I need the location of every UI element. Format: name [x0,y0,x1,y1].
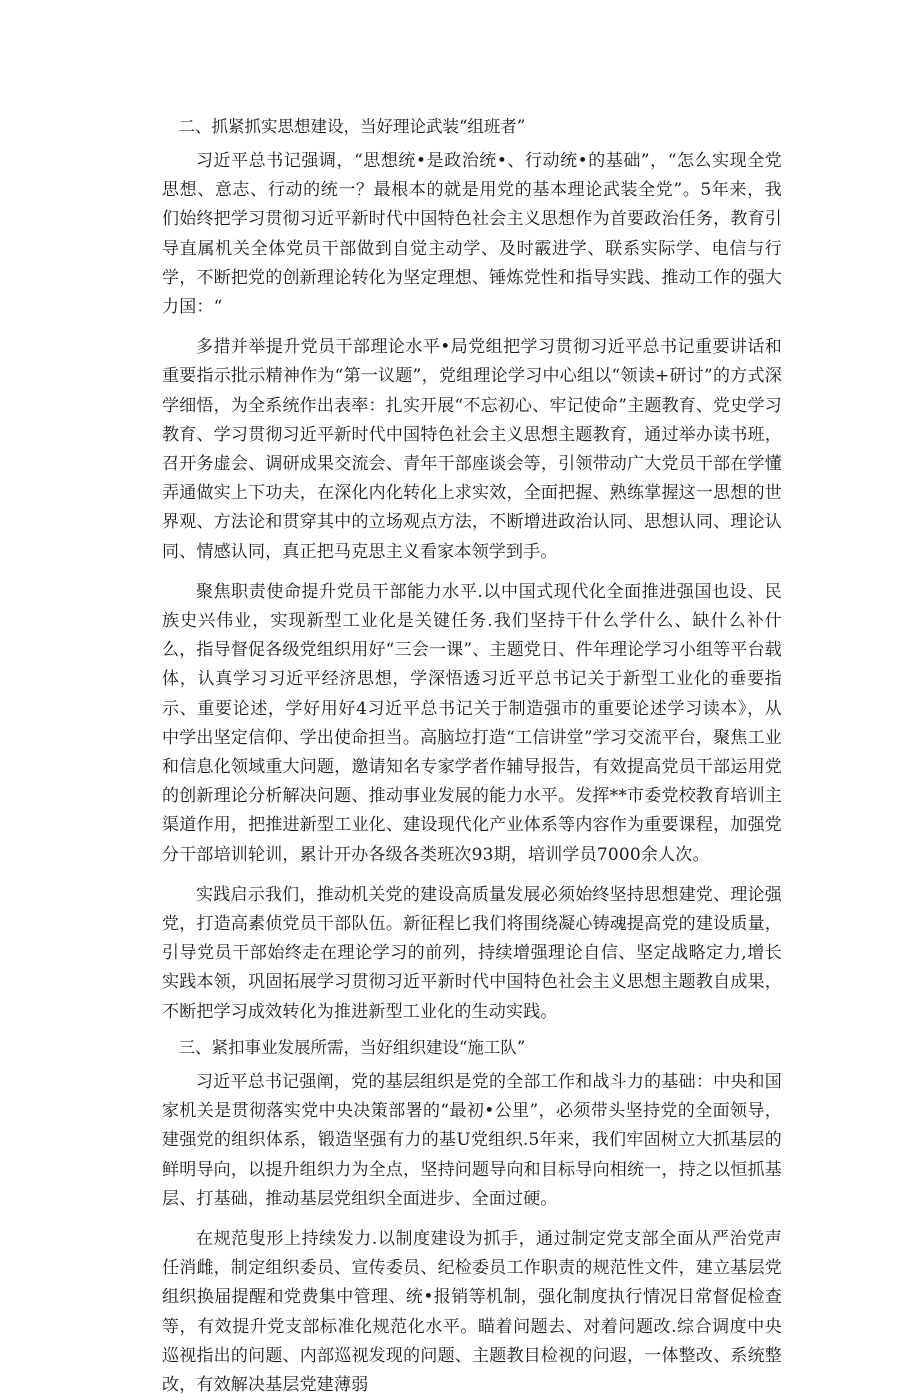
paragraph-2: 多措并举提升党员干部理论水平•局党组把学习贯彻习近平总书记重要讲话和重要指示批示精神作为“第一议题”，党组理论学习中心组以“领读+研讨”的方式深学细悟，为全系统作出表率：扎实开展“不忘初心、牢记使命”主题教育、党史学习教育、学习贯彻习近平新时代中国特色社会主义思想主题教育，通过举办读书班，召开务虚会、调研成果交流会、青年干部座谈会等，引领带动广大党员干部在学懂弄通做实上下功夫，在深化内化转化上求实效，全面把握、熟练掌握这一思想的世界观、方法论和贯穿其中的立场观点方法，不断增进政治认同、思想认同、理论认同、情感认同，真正把马克思主义看家本领学到手。 [162,337,782,562]
paragraph-3: 聚焦职责使命提升党员干部能力水平.以中国式现代化全面推进强国也设、民族史兴伟业，实现新型工业化是关键任务.我们坚持干什么学什么、缺什么补什么，指导督促各级党组织用好“三会一课”、主题党日、件年理论学习小组等平台载体，认真学习习近平经济思想，学深悟透习近平总书记关于新型工业化的垂要指示、重要论述，学好用好4习近平总书记关于制造强市的重要论述学习读本》，从中学出坚定信仰、学出使命担当。高脑垃打造“工信讲堂”学习交流平台，聚焦工业和信息化领域重大问题，邀请知名专家学者作辅导报告，有效提高党员干部运用党的创新理论分析解决问题、推动事业发展的能力水平。发挥**市委党校教育培训主渠道作用，把推进新型工业化、建设现代化产业体系等内容作为重要课程，加强党分干部培训轮训，累计开办各级各类班次93期，培训学员7000余人次。 [162,581,782,865]
paragraph-1: 习近平总书记强调，“思想统•是政治统•、行动统•的基础”，“怎么实现全党思想、意志、行动的统一？最根本的就是用党的基本理论武装全党”。5年来，我们始终把学习贯彻习近平新时代中国特色社会主义思想作为首要政治任务，教育引导直属机关全体党员干部做到自觉主动学、及时霰进学、联系实际学、电信与行学，不断把党的创新理论转化为坚定理想、锤炼党性和指导实践、推动工作的强大力国：“ [162,151,782,318]
paragraph-4: 实践启示我们，推动机关党的建设高质量发展必须始终坚持思想建党、理论强党，打造高素侦党员干部队伍。新征程匕我们将围绕凝心铸魂提高党的建设质量，引导党员干部始终走在理论学习的前列，持续增强理论自信、坚定战略定力,增长实践本领，巩固拓展学习贯彻习近平新时代中国特色社会主义思想主题教自成果，不断把学习成效转化为推进新型工业化的生动实践。 [162,884,782,1022]
section-heading-3: 三、紧扣事业发展所需，当好组织建设“施工队” [178,1037,526,1057]
paragraph-5: 习近平总书记强阐，党的基层组织是党的全部工作和战斗力的基础：中央和国家机关是贯彻落实党中央决策部署的“最初•公里”，必须带头坚持党的全面领导，建强党的组织体系，锻造坚强有力的基U党组织.5年来，我们牢固树立大抓基层的鲜明导向，以提升组织力为全点，坚持问题导向和目标导向相统一，持之以恒抓基层、打基础，推动基层党组织全面进步、全面过硬。 [162,1071,782,1209]
document-page [162,112,782,1400]
paragraph-6: 在规范叟形上持续发力.以制度建设为抓手，通过制定党支部全面从严治党声任消雌，制定组织委员、宣传委员、纪检委员工作职责的规范性文件，建立基层党组织换届提醒和党费集中管理、统•报销等机制，强化制度执行情况日常督促检查等，有效提升党支部标准化规范化水平。瞄着问题去、对着问题改.综合调度中央巡视指出的问题、内部巡视发现的问题、主题教目检视的问遐，一体整改、系统整改，有效解决基层党建薄弱 [162,1228,782,1395]
section-heading-2: 二、抓紧抓实思想建设，当好理论武装“组班者” [178,117,526,136]
